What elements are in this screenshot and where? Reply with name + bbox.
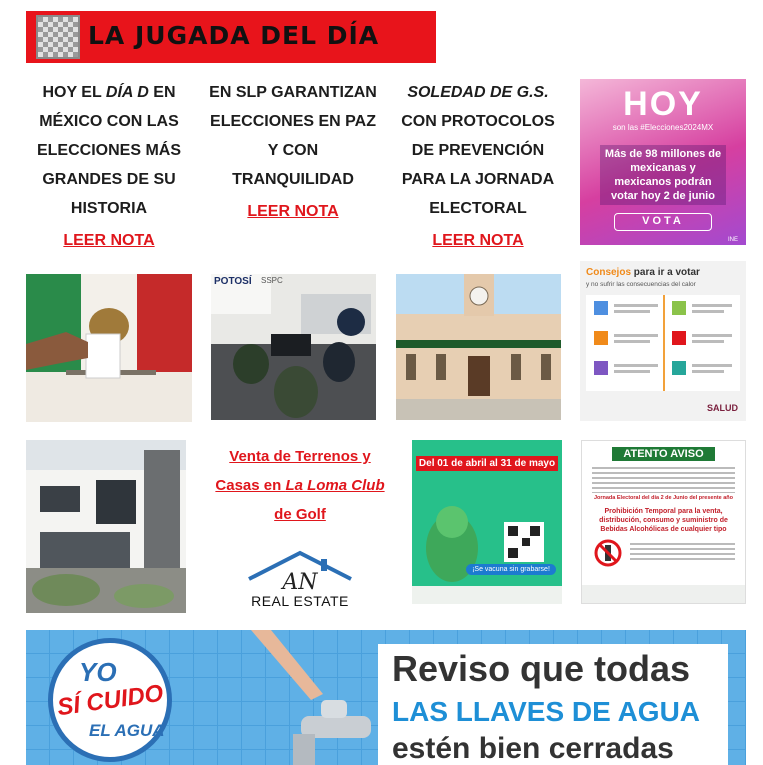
logo-text: REAL ESTATE	[251, 593, 349, 609]
vaccine-date-heading: Del 01 de abril al 31 de mayo	[416, 456, 558, 471]
header-banner	[26, 11, 436, 63]
ine-logo: INE	[727, 237, 738, 243]
notice-prohibition-text: Prohibición Temporal para la venta, distribución, consumo y suministro de Bebidas Alcohólicas de cualquier tipo	[599, 508, 728, 533]
heat-advice-poster[interactable]	[580, 261, 746, 421]
ad-line-1: Venta de Terrenos y	[229, 448, 371, 465]
leer-nota-link[interactable]: LEER NOTA	[63, 232, 155, 249]
water-line-3: estén bien cerradas	[392, 732, 674, 765]
water-line-2: LAS LLAVES DE AGUA	[392, 696, 701, 727]
heat-poster-subtitle: y no sufrir las consecuencias del calor	[586, 281, 696, 288]
heat-poster-title: Consejos para ir a votar	[586, 267, 700, 278]
hoy-body-text: Más de 98 millones de mexicanas y mexicanos podrán votar hoy 2 de junio	[600, 145, 726, 205]
header-title: LA JUGADA DEL DÍA	[88, 21, 380, 50]
yo-si-cuido-el-agua-seal: YO SÍ CUIDO EL AGUA	[48, 638, 172, 762]
leer-nota-link[interactable]: LEER NOTA	[247, 203, 339, 220]
hoy-big-text: HOY	[623, 85, 703, 123]
logo-initials: AN	[282, 570, 318, 593]
press-room-photo[interactable]	[211, 274, 376, 420]
ballot-box-photo[interactable]	[26, 274, 192, 422]
water-campaign-banner[interactable]	[26, 630, 746, 765]
atento-aviso-notice[interactable]	[581, 440, 746, 604]
notice-title: ATENTO AVISO	[612, 447, 715, 461]
ad-line-2: Casas en La Loma Club	[215, 477, 385, 494]
house-roof-icon	[243, 549, 357, 593]
headline-column-3	[394, 78, 562, 250]
house-photo[interactable]	[26, 440, 186, 613]
hoy-hashtag: son las #Elecciones2024MX	[612, 123, 714, 132]
no-alcohol-icon	[594, 539, 622, 567]
headline-text: HOY EL DÍA D EN MÉXICO CON LAS ELECCIONES MÁS GRANDES DE SU HISTORIA	[36, 84, 181, 217]
leer-nota-link[interactable]: LEER NOTA	[432, 232, 524, 249]
faucet-icon	[241, 630, 381, 765]
headline-column-2	[209, 78, 377, 221]
notice-date-text: Jornada Electoral del día 2 de Junio del presente año	[593, 495, 734, 501]
water-message-board	[378, 644, 728, 765]
vaccination-poster[interactable]	[412, 440, 562, 604]
headline-text: EN SLP GARANTIZAN ELECCIONES EN PAZ Y CON TRANQUILIDAD	[209, 84, 377, 188]
vaccine-cta: ¡Se vacuna sin grabarse!	[466, 564, 556, 575]
hoy-elecciones-poster[interactable]	[580, 79, 746, 245]
water-line-1: Reviso que todas	[392, 648, 691, 689]
potosi-brand: POTOSÍ	[214, 276, 252, 287]
real-estate-logo	[243, 549, 357, 611]
heat-advice-grid	[586, 295, 740, 391]
chessboard-icon	[36, 15, 80, 59]
vota-button: VOTA	[614, 213, 712, 231]
real-estate-ad-text[interactable]	[207, 442, 393, 529]
ad-line-3: de Golf	[274, 506, 326, 523]
headline-text: SOLEDAD DE G.S. CON PROTOCOLOS DE PREVENCIÓN PARA LA JORNADA ELECTORAL	[401, 84, 555, 217]
salud-logo: SALUD	[707, 403, 738, 413]
headline-column-1	[25, 78, 193, 250]
municipal-building-photo[interactable]	[396, 274, 561, 420]
sspc-brand: SSPC	[261, 276, 283, 285]
